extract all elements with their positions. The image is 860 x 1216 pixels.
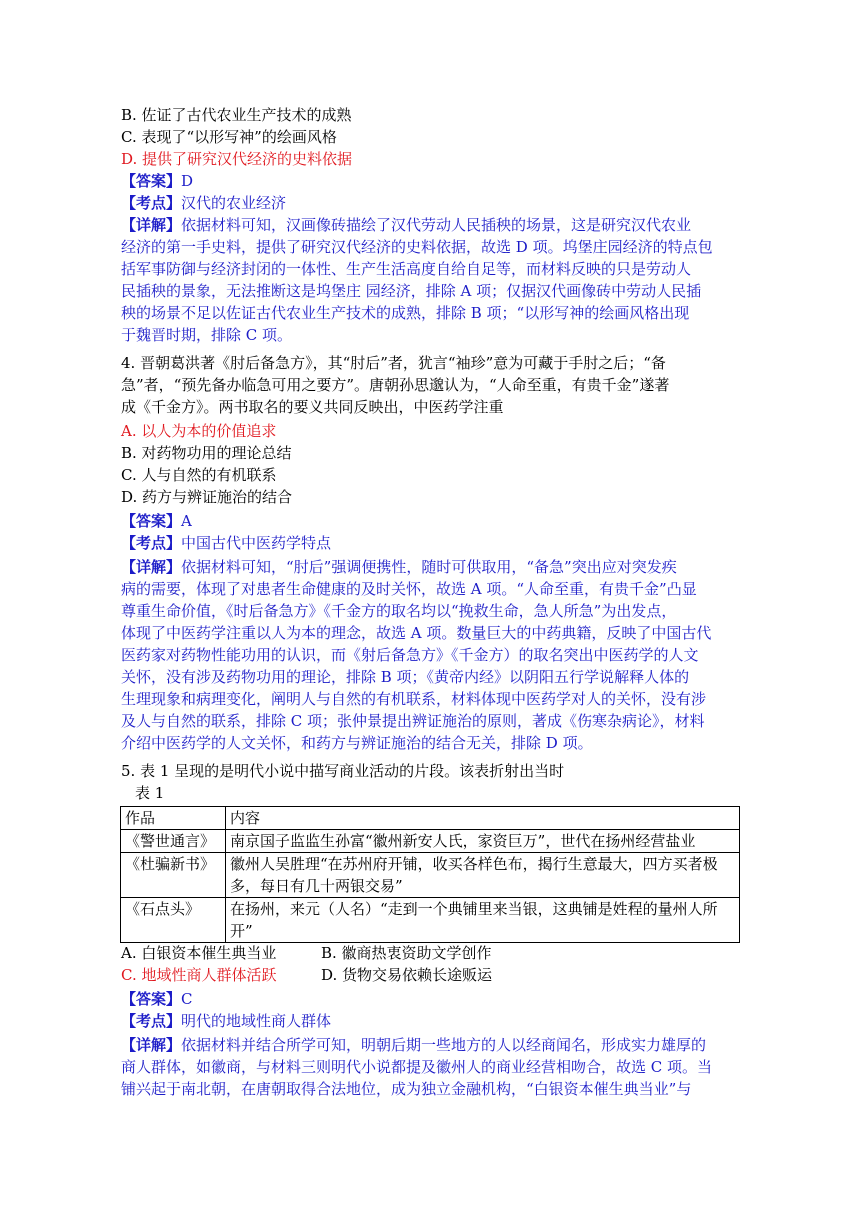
q4-detail-line: 【详解】依据材料可知，“肘后”强调便携性，随时可供取用，“备急”突出应对突发疾 <box>121 558 677 576</box>
table-cell-work: 《警世通言》 <box>121 830 226 853</box>
table-header-cell: 作品 <box>121 807 226 830</box>
q4-detail-line: 尊重生命价值，《时后备急方》《千金方的取名均以“挽救生命，急人所急”为出发点， <box>121 602 677 620</box>
answer-tag: 【答案】 <box>121 990 182 1008</box>
q4-option-d: D. 药方与辨证施治的结合 <box>121 488 293 506</box>
q5-option-b: B. 徽商热衷资助文学创作 <box>321 944 492 962</box>
q4-answer <box>121 510 741 532</box>
table-cell-work: 《杜骗新书》 <box>121 853 226 898</box>
q5-option-d: D. 货物交易依赖长途贩运 <box>321 966 493 984</box>
point-tag: 【考点】 <box>121 194 182 212</box>
table-row <box>121 898 740 943</box>
q5-options-row-2 <box>121 964 741 986</box>
data-table <box>120 806 740 943</box>
point-tag: 【考点】 <box>121 1012 182 1030</box>
q5-stem: 5. 表 1 呈现的是明代小说中描写商业活动的片段。该表折射出当时 <box>121 762 565 780</box>
q3-detail-line: 于魏晋时期，排除 C 项。 <box>121 326 293 344</box>
q4-stem-line: 4. 晋朝葛洪著《肘后备急方》，其“肘后”者，犹言“袖珍”意为可藏于手肘之后；“备 <box>121 354 666 372</box>
q4-detail-line: 关怀，没有涉及药物功用的理论，排除 B 项；《黄帝内经》以阴阳五行学说解释人体的 <box>121 668 690 686</box>
q3-detail-line: 民插秧的景象，无法推断这是坞堡庄 园经济，排除 A 项；仅据汉代画像砖中劳动人民插 <box>121 282 702 300</box>
q4-detail-line: 医药家对药物性能功用的认识，而《射后备急方》《千金方）的取名突出中医药学的人文 <box>121 646 699 664</box>
q5-answer <box>121 988 741 1010</box>
q3-option-c: C. 表现了“以形写神”的绘画风格 <box>121 128 337 146</box>
q3-option-b: B. 佐证了古代农业生产技术的成熟 <box>121 106 352 124</box>
q4-detail-line: 病的需要，体现了对患者生命健康的及时关怀，故选 A 项。“人命至重，有贵千金”凸显 <box>121 580 697 598</box>
q5-detail-line: 商人群体，如徽商，与材料三则明代小说都提及徽州人的商业经营相吻合，故选 C 项。当 <box>121 1058 713 1076</box>
q4-option-b: B. 对药物功用的理论总结 <box>121 444 292 462</box>
answer-value: D <box>181 172 194 190</box>
point-tag: 【考点】 <box>121 534 182 552</box>
q4-stem-line: 急”者，“预先备办临急可用之要方”。唐朝孙思邈认为，“人命至重，有贵千金”遂著 <box>121 376 670 394</box>
q5-detail-line: 【详解】依据材料并结合所学可知，明朝后期一些地方的人以经商闻名，形成实力雄厚的 <box>121 1036 707 1054</box>
table-caption: 表 1 <box>135 784 165 802</box>
table-cell-content: 徽州人吴胜理“在苏州府开铺，收买各样色布，揭行生意最大，四方买者极多，每日有几十两银交易” <box>226 853 740 898</box>
table-cell-content: 南京国子监监生孙富“徽州新安人氏，家资巨万”，世代在扬州经营盐业 <box>226 830 740 853</box>
point-value: 中国古代中医药学特点 <box>181 534 332 552</box>
q5-detail-line: 铺兴起于南北朝，在唐朝取得合法地位，成为独立金融机构，“白银资本催生典当业”与 <box>121 1080 692 1098</box>
q5-option-a: A. 白银资本催生典当业 <box>121 944 277 962</box>
q4-point <box>121 532 741 554</box>
point-value: 汉代的农业经济 <box>181 194 287 212</box>
q3-point <box>121 192 741 214</box>
q4-detail-line: 体现了中医药学注重以人为本的理念，故选 A 项。数量巨大的中药典籍，反映了中国古代 <box>121 624 712 642</box>
table-row <box>121 853 740 898</box>
table-cell-content: 在扬州，来元（人名）“走到一个典铺里来当银，这典铺是姓程的量州人所开” <box>226 898 740 943</box>
table-row <box>121 830 740 853</box>
answer-value: C <box>181 990 193 1008</box>
q4-stem-line: 成《千金方》。两书取名的要义共同反映出，中医药学注重 <box>121 398 504 416</box>
q5-options-row-1 <box>121 942 741 964</box>
q4-detail-line: 生理现象和病理变化，阐明人与自然的有机联系，材料体现中医药学对人的关怀，没有涉 <box>121 690 707 708</box>
q3-detail-line: 经济的第一手史料，提供了研究汉代经济的史料依据，故选 D 项。坞堡庄园经济的特点包 <box>121 238 713 256</box>
detail-tag: 【详解】 <box>121 558 182 576</box>
q3-detail-line: 秧的场景不足以佐证古代农业生产技术的成熟，排除 B 项；“以形写神的绘画风格出现 <box>121 304 690 322</box>
q4-detail-line: 及人与自然的联系，排除 C 项；张仲景提出辨证施治的原则，著成《伤寒杂病论》，材料 <box>121 712 705 730</box>
answer-value: A <box>181 512 192 530</box>
point-value: 明代的地域性商人群体 <box>181 1012 332 1030</box>
q5-option-c: C. 地域性商人群体活跃 <box>121 966 277 984</box>
table-header-cell: 内容 <box>226 807 740 830</box>
q4-option-a: A. 以人为本的价值追求 <box>121 422 277 440</box>
table-header-row <box>121 807 740 830</box>
q3-detail-line: 括军事防御与经济封闭的一体性、生产生活高度自给自足等，而材料反映的只是劳动人 <box>121 260 692 278</box>
q3-answer <box>121 170 741 192</box>
q4-option-c: C. 人与自然的有机联系 <box>121 466 277 484</box>
detail-tag: 【详解】 <box>121 216 182 234</box>
detail-tag: 【详解】 <box>121 1036 182 1054</box>
q3-detail-line: 【详解】依据材料可知，汉画像砖描绘了汉代劳动人民插秧的场景，这是研究汉代农业 <box>121 216 692 234</box>
answer-tag: 【答案】 <box>121 512 182 530</box>
table-cell-work: 《石点头》 <box>121 898 226 943</box>
q4-detail-line: 介绍中医药学的人文关怀，和药方与辨证施治的结合无关，排除 D 项。 <box>121 734 593 752</box>
q5-point <box>121 1010 741 1032</box>
q3-option-d: D. 提供了研究汉代经济的史料依据 <box>121 150 353 168</box>
answer-tag: 【答案】 <box>121 172 182 190</box>
